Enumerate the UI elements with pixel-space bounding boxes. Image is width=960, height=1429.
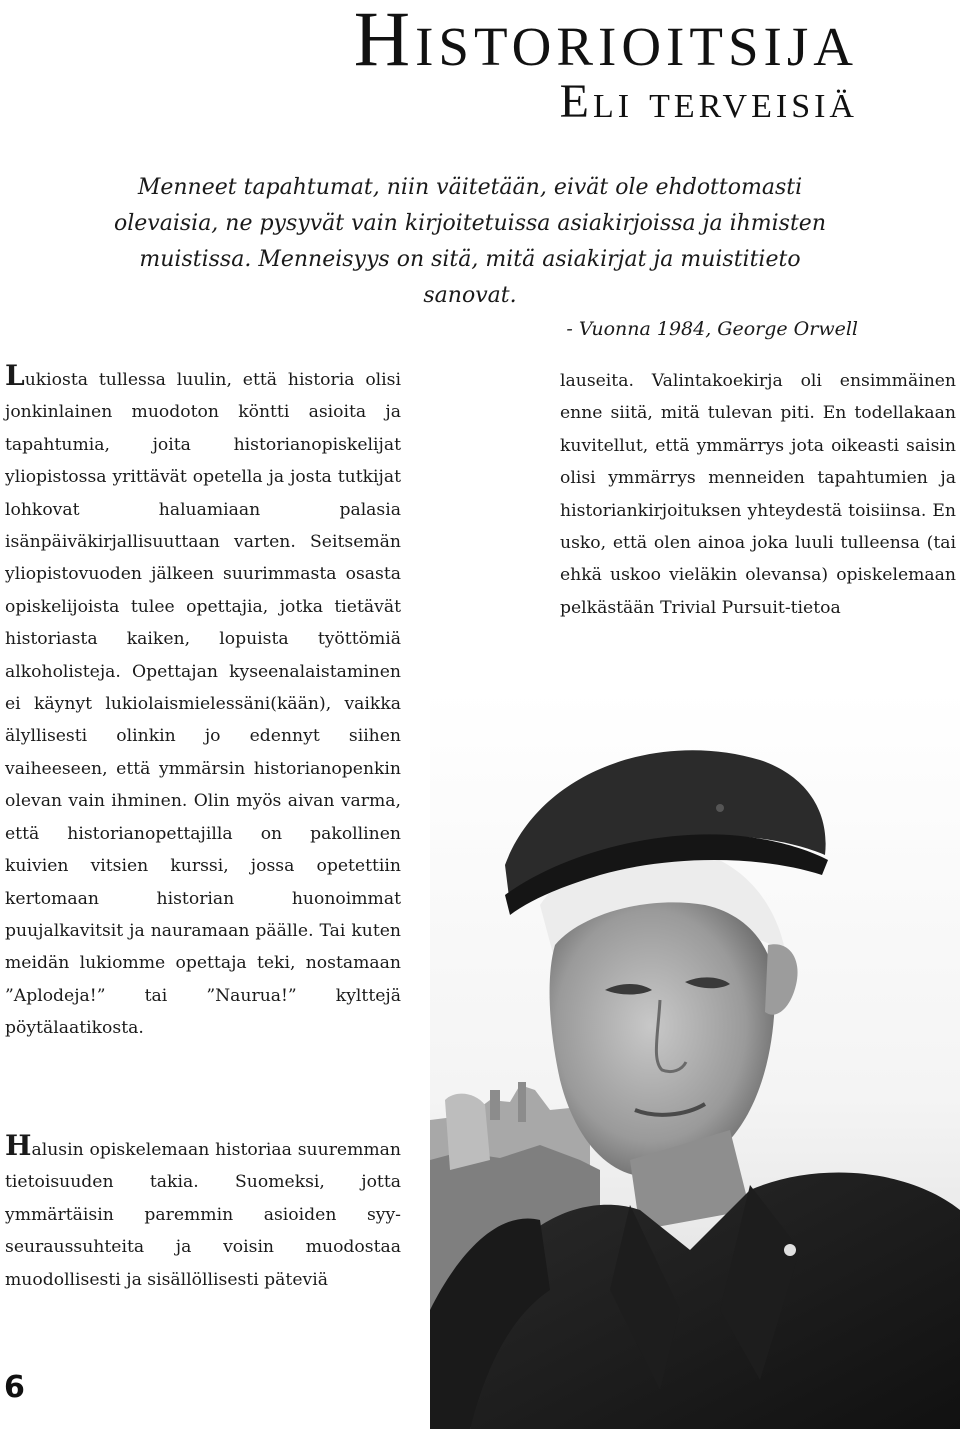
dropcap-bottom: H [5, 1129, 32, 1162]
portrait-illustration [430, 690, 960, 1429]
quote-attribution: - Vuonna 1984, George Orwell [566, 318, 858, 340]
article-subtitle: Eli terveisiä [559, 75, 858, 128]
column-left-text: ukiosta tullessa luulin, että historia olisi jonkinlainen muodoton köntti asioita ja tapahtumia, joita historianopiskelijat yliopistossa yrittävät opetella ja josta tutkijat lohkovat haluamiaan palasia isänpäiväkirjallisuuttaan varten. Seitsemän yliopistovuoden jälkeen suurimmasta osasta opiskelijoista tulee opettajia, jotka tietävät historiasta kaiken, lopuista työttömiä alkoholisteja. Opettajan kyseenalaistaminen ei käynyt lukiolaismielessäni(kään), vaikka älyllisesti olinkin jo edennyt siihen vaiheeseen, että ymmärsin historianopenkin olevan vain ihminen. Olin myös aivan varma, että historianopettajilla on pakollinen kuivien vitsien kurssi, jossa opetettiin kertomaan historian huonoimmat puujalkavitsit ja nauramaan päälle. Tai kuten meidän lukiomme opettaja teki, nostamaan ”Aplodeja!” tai ”Naurua!” kylttejä pöytälaatikosta. [5, 370, 401, 1039]
opening-quote: Menneet tapahtumat, niin väitetään, eivät ole ehdottomasti olevaisia, ne pysyvät vain kirjoitetuissa asiakirjoissa ja ihmisten muistissa. Menneisyys on sitä, mitä asiakirjat ja muistitieto sanovat. [113, 175, 826, 308]
column-right-text: lauseita. Valintakoekirja oli ensimmäinen enne siitä, mitä tulevan piti. En todellakaan kuvitellut, että ymmärrys jota oikeasti saisin olisi ymmärrys menneiden tapahtumien ja historiankirjoituksen yhteydestä toisiinsa. En usko, että olen ainoa joka luuli tulleensa (tai ehkä uskoo vieläkin olevansa) opiskelemaan pelkästään Trivial Pursuit-tietoa [560, 371, 956, 618]
page-number: 6 [4, 1370, 25, 1405]
portrait-photo [430, 690, 960, 1429]
article-column-bottom [5, 1130, 401, 1296]
article-title: Historioitsija [353, 0, 858, 82]
article-column-right [560, 365, 956, 624]
dropcap-left: L [5, 359, 25, 392]
article-column-left [5, 360, 401, 1045]
column-bottom-text: alusin opiskelemaan historiaa suuremman tietoisuuden takia. Suomeksi, jotta ymmärtäisin paremmin asioiden syy-seuraussuhteita ja voisin muodostaa muodollisesti ja sisällöllisesti päteviä [5, 1140, 401, 1290]
